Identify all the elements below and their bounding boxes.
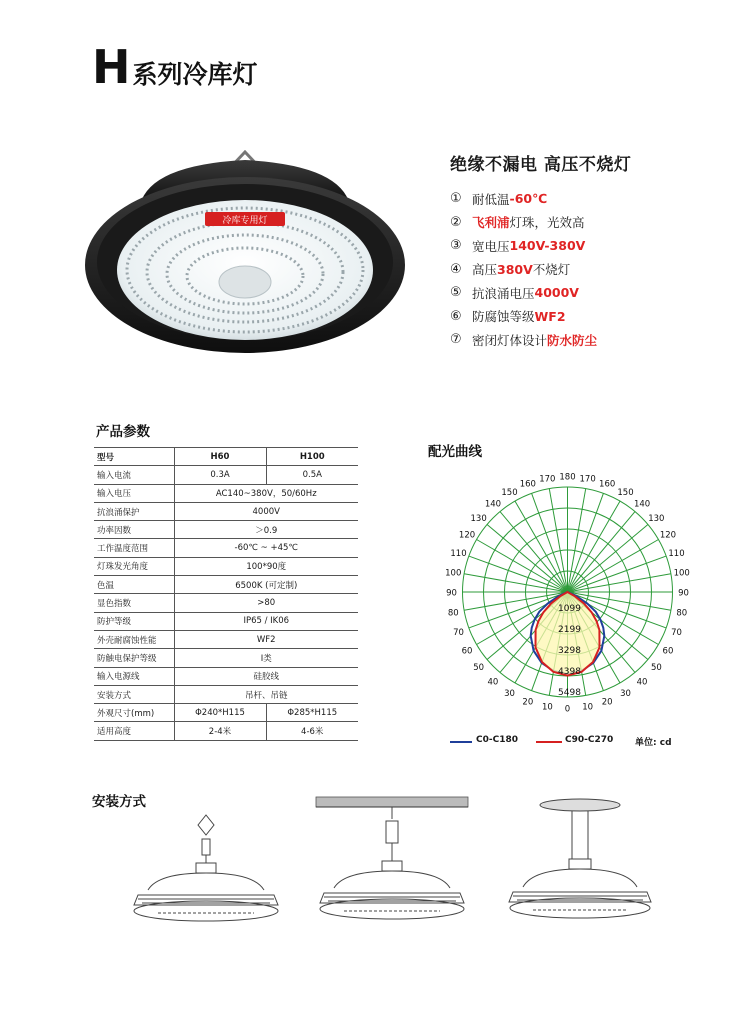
polar-angle-label: 110 [668, 548, 685, 559]
feature-highlight: 4000V [534, 285, 579, 301]
table-cell: 防触电保护等级 [94, 649, 174, 667]
table-row [94, 667, 358, 685]
table-cell: H100 [266, 448, 358, 466]
table-cell: H60 [174, 448, 266, 466]
polar-angle-label: 10 [541, 702, 553, 713]
polar-angle-label: 80 [676, 608, 688, 619]
feature-highlight: 140V-380V [509, 238, 586, 254]
polar-angle-label: 170 [539, 474, 556, 485]
feature-item [450, 187, 631, 211]
table-cell: IP65 / IK06 [174, 612, 358, 630]
polar-angle-label: 0 [564, 704, 571, 715]
table-cell: >80 [174, 594, 358, 612]
polar-angle-label: 40 [636, 677, 648, 688]
table-cell: 色温 [94, 576, 174, 594]
polar-angle-label: 110 [450, 548, 467, 559]
table-cell: 硅胶线 [174, 667, 358, 685]
polar-angle-label: 30 [504, 688, 515, 699]
feature-text: 防腐蚀等级 [472, 309, 535, 325]
feature-number: ⑥ [450, 308, 462, 324]
table-cell: 工作温度范围 [94, 539, 174, 557]
polar-angle-label: 60 [662, 646, 674, 657]
table-cell: AC140~380V，50/60Hz [174, 484, 358, 502]
table-cell: 2-4米 [174, 722, 266, 740]
table-row [94, 484, 358, 502]
table-row [94, 502, 358, 520]
polar-angle-label: 100 [445, 568, 462, 579]
feature-item [450, 281, 631, 305]
polar-value-label: 2199 [558, 625, 581, 635]
feature-text: 高压 [472, 262, 498, 278]
polar-angle-label: 70 [453, 628, 464, 639]
light-distribution-chart [425, 470, 710, 755]
table-cell: 抗浪涌保护 [94, 502, 174, 520]
table-row [94, 466, 358, 484]
feature-number: ⑤ [450, 285, 462, 301]
polar-angle-label: 40 [487, 677, 499, 688]
install-chain-drawing [118, 795, 288, 935]
feature-item [450, 305, 631, 329]
polar-angle-label: 70 [671, 628, 682, 639]
feature-text: 灯珠，光效高 [509, 215, 585, 231]
feature-text: 宽电压 [472, 238, 510, 254]
table-cell: 0.5A [266, 466, 358, 484]
polar-angle-label: 90 [678, 588, 689, 599]
legend-swatch-c0 [450, 741, 472, 743]
polar-angle-label: 140 [484, 499, 502, 510]
table-cell: 6500K (可定制) [174, 576, 358, 594]
feature-item [450, 211, 631, 235]
polar-angle-label: 50 [473, 663, 485, 674]
table-row [94, 594, 358, 612]
table-cell: -60℃ ~ +45℃ [174, 539, 358, 557]
table-row [94, 557, 358, 575]
table-row [94, 722, 358, 740]
table-cell: WF2 [174, 630, 358, 648]
table-cell: 灯珠发光角度 [94, 557, 174, 575]
install-hook-drawing [312, 795, 472, 935]
table-row [94, 704, 358, 722]
table-cell: 功率因数 [94, 521, 174, 539]
feature-text: 密闭灯体设计 [472, 332, 548, 348]
table-cell: 4-6米 [266, 722, 358, 740]
table-cell: 外壳耐腐蚀性能 [94, 630, 174, 648]
feature-text: 不烧灯 [532, 262, 571, 278]
polar-angle-label: 90 [446, 588, 457, 599]
table-cell: 输入电源线 [94, 667, 174, 685]
table-cell: 显色指数 [94, 594, 174, 612]
table-cell: 防护等级 [94, 612, 174, 630]
polar-angle-label: 130 [648, 513, 665, 524]
polar-value-label: 1099 [558, 604, 581, 614]
table-row [94, 576, 358, 594]
legend-swatch-c90 [536, 741, 562, 743]
table-cell: 适用高度 [94, 722, 174, 740]
table-row [94, 630, 358, 648]
polar-angle-label: 160 [519, 479, 536, 490]
table-cell: ＞0.9 [174, 521, 358, 539]
params-title: 产品参数 [96, 424, 150, 440]
feature-item [450, 234, 631, 258]
feature-number: ② [450, 214, 462, 230]
polar-angle-label: 20 [522, 697, 534, 708]
polar-angle-label: 130 [470, 513, 487, 524]
table-cell: 4000V [174, 502, 358, 520]
feature-number: ③ [450, 238, 462, 254]
table-cell: I类 [174, 649, 358, 667]
legend-label-c90: C90-C270 [565, 735, 614, 745]
table-header-row [94, 448, 358, 466]
polar-angle-label: 60 [461, 646, 473, 657]
feature-highlight: -60℃ [509, 191, 548, 207]
feature-text: 耐低温 [472, 191, 510, 207]
table-cell: 100*90度 [174, 557, 358, 575]
table-cell: 0.3A [174, 466, 266, 484]
table-cell: Φ285*H115 [266, 704, 358, 722]
feature-item [450, 258, 631, 282]
polar-angle-label: 80 [447, 608, 459, 619]
feature-number: ④ [450, 261, 462, 277]
install-title: 安装方式 [92, 794, 146, 810]
polar-angle-label: 150 [501, 488, 518, 499]
lamp-product-image [80, 150, 410, 360]
table-row [94, 521, 358, 539]
feature-number: ① [450, 191, 462, 207]
table-cell: 安装方式 [94, 685, 174, 703]
feature-highlight: 飞利浦 [472, 215, 510, 231]
polar-angle-label: 160 [599, 479, 616, 490]
polar-angle-label: 20 [601, 697, 613, 708]
chart-title: 配光曲线 [428, 444, 482, 460]
feature-highlight: WF2 [534, 308, 566, 324]
table-cell: 外观尺寸(mm) [94, 704, 174, 722]
table-row [94, 612, 358, 630]
page-title [92, 40, 258, 94]
feature-number: ⑦ [450, 332, 462, 348]
polar-angle-label: 50 [650, 663, 662, 674]
polar-angle-label: 120 [458, 530, 476, 541]
legend-label-c0: C0-C180 [476, 735, 518, 745]
table-cell: Φ240*H115 [174, 704, 266, 722]
polar-angle-label: 180 [559, 472, 576, 483]
feature-list [450, 150, 631, 352]
title-text: 系列冷库灯 [132, 60, 258, 89]
polar-angle-label: 140 [633, 499, 651, 510]
polar-angle-label: 100 [673, 568, 690, 579]
table-cell: 输入电流 [94, 466, 174, 484]
feature-text: 抗浪涌电压 [472, 285, 535, 301]
features-heading: 绝缘不漏电 高压不烧灯 [450, 155, 632, 175]
table-row [94, 539, 358, 557]
feature-highlight: 防水防尘 [547, 332, 598, 348]
polar-angle-label: 150 [617, 488, 634, 499]
polar-angle-label: 120 [659, 530, 677, 541]
feature-highlight: 380V [497, 261, 533, 277]
lamp-badge: 冷库专用灯 [222, 216, 268, 226]
params-table [94, 447, 358, 741]
feature-item [450, 328, 631, 352]
chart-unit: 单位: cd [635, 738, 672, 748]
table-cell: 输入电压 [94, 484, 174, 502]
polar-value-label: 4398 [558, 667, 581, 677]
chart-legend [450, 735, 690, 749]
title-letter: H [92, 40, 131, 94]
table-row [94, 685, 358, 703]
polar-value-label: 5498 [558, 688, 581, 698]
install-pole-drawing [505, 795, 655, 935]
table-cell: 型号 [94, 448, 174, 466]
table-row [94, 649, 358, 667]
polar-value-label: 3298 [558, 646, 581, 656]
polar-angle-label: 170 [579, 474, 596, 485]
polar-angle-label: 30 [620, 688, 631, 699]
polar-angle-label: 10 [582, 702, 594, 713]
table-cell: 吊杆、吊链 [174, 685, 358, 703]
